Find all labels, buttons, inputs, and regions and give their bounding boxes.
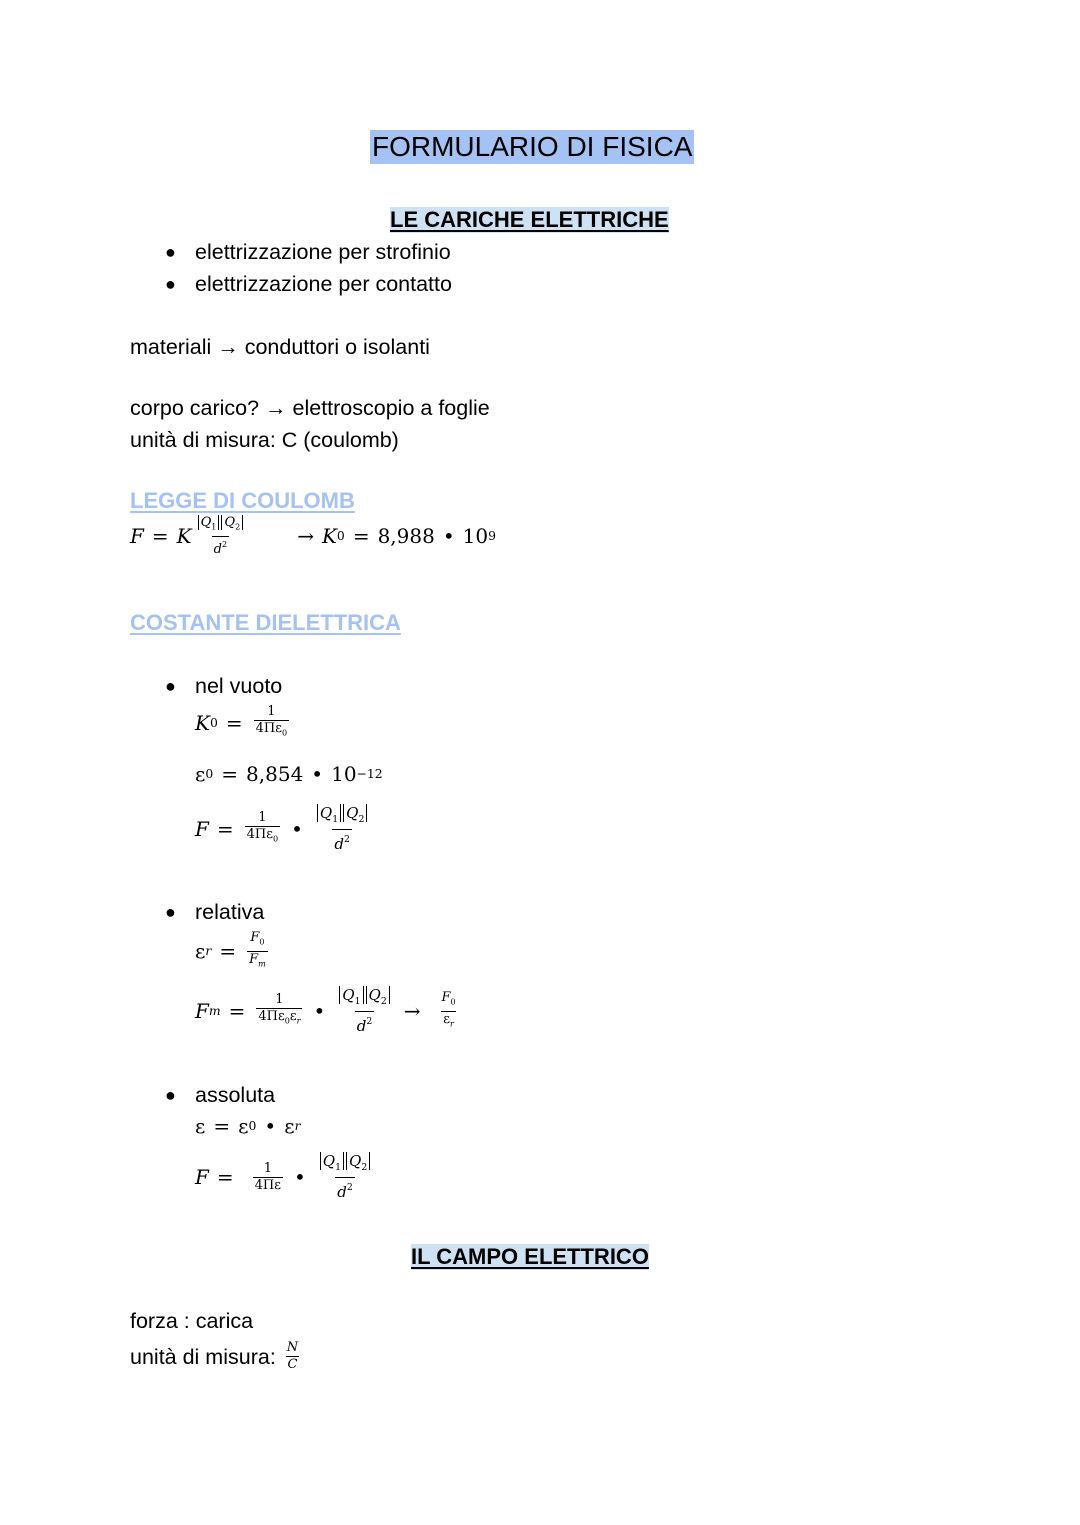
force-charge-line: forza : carica <box>130 1309 254 1333</box>
section-heading-campo: IL CAMPO ELETTRICO <box>411 1244 649 1269</box>
unit-numerator: N <box>286 1340 299 1355</box>
bullet-icon: ● <box>165 242 176 262</box>
bullet-icon: ● <box>165 902 176 922</box>
subheading-dielettrica: COSTANTE DIELETTRICA <box>130 610 401 635</box>
list-item-vuoto: nel vuoto <box>195 674 283 698</box>
eps0-formula: ε 0 = 8,854 • 10 −12 <box>195 762 383 786</box>
k0-value: 8,988 <box>377 524 435 549</box>
section-heading-cariche: LE CARICHE ELETTRICHE <box>390 207 669 232</box>
field-unit-line <box>130 1340 303 1373</box>
bullet-icon: ● <box>165 1085 176 1105</box>
epsr-formula: ε r = $\frac{F_0}{F_m}$ <box>195 930 271 972</box>
force-vacuum-formula: F = $\frac{1}{4\Pi\varepsilon_0}$ • $\frac{Q_1 Q_2}{d^2}$ <box>195 804 373 854</box>
eps-absolute-formula: ε = ε 0 • ε r <box>195 1114 301 1138</box>
list-item: elettrizzazione per contatto <box>195 272 452 296</box>
page-title: FORMULARIO DI FISICA <box>372 131 693 162</box>
eps0-exponent: −12 <box>356 766 383 781</box>
bullet-icon: ● <box>165 676 176 696</box>
list-item: elettrizzazione per strofinio <box>195 240 451 264</box>
field-unit-label: unità di misura: <box>130 1344 276 1369</box>
subheading-coulomb: LEGGE DI COULOMB <box>130 488 355 513</box>
charged-body-line: corpo carico? → elettroscopio a foglie <box>130 396 490 420</box>
coulomb-formula: F = K $\frac{Q_1 Q_2}{d^2}$ → K 0 = 8,988 • 10 9 <box>130 515 496 557</box>
k0-exponent: 9 <box>488 528 496 544</box>
materials-line: materiali → conduttori o isolanti <box>130 335 430 359</box>
force-medium-formula: F m = $\frac{1}{4\Pi\varepsilon_0\varepsilon_r}$ • $\frac{Q_1 Q_2}{d^2}$ → $\frac{F_0}{\varepsilon_r}$ <box>195 986 456 1036</box>
unit-denominator: C <box>287 1357 298 1372</box>
unit-line: unità di misura: C (coulomb) <box>130 428 399 452</box>
list-item-assoluta: assoluta <box>195 1083 276 1107</box>
eps0-value: 8,854 <box>246 762 304 786</box>
bullet-icon: ● <box>165 274 176 294</box>
force-absolute-formula: F = $\frac{1}{4\Pi\varepsilon}$ • $\frac{Q_1 Q_2}{d^2}$ <box>195 1152 376 1202</box>
list-item-relativa: relativa <box>195 900 265 924</box>
k0-formula: K 0 = $\frac{1}{4\Pi\varepsilon_0}$ <box>195 704 292 742</box>
